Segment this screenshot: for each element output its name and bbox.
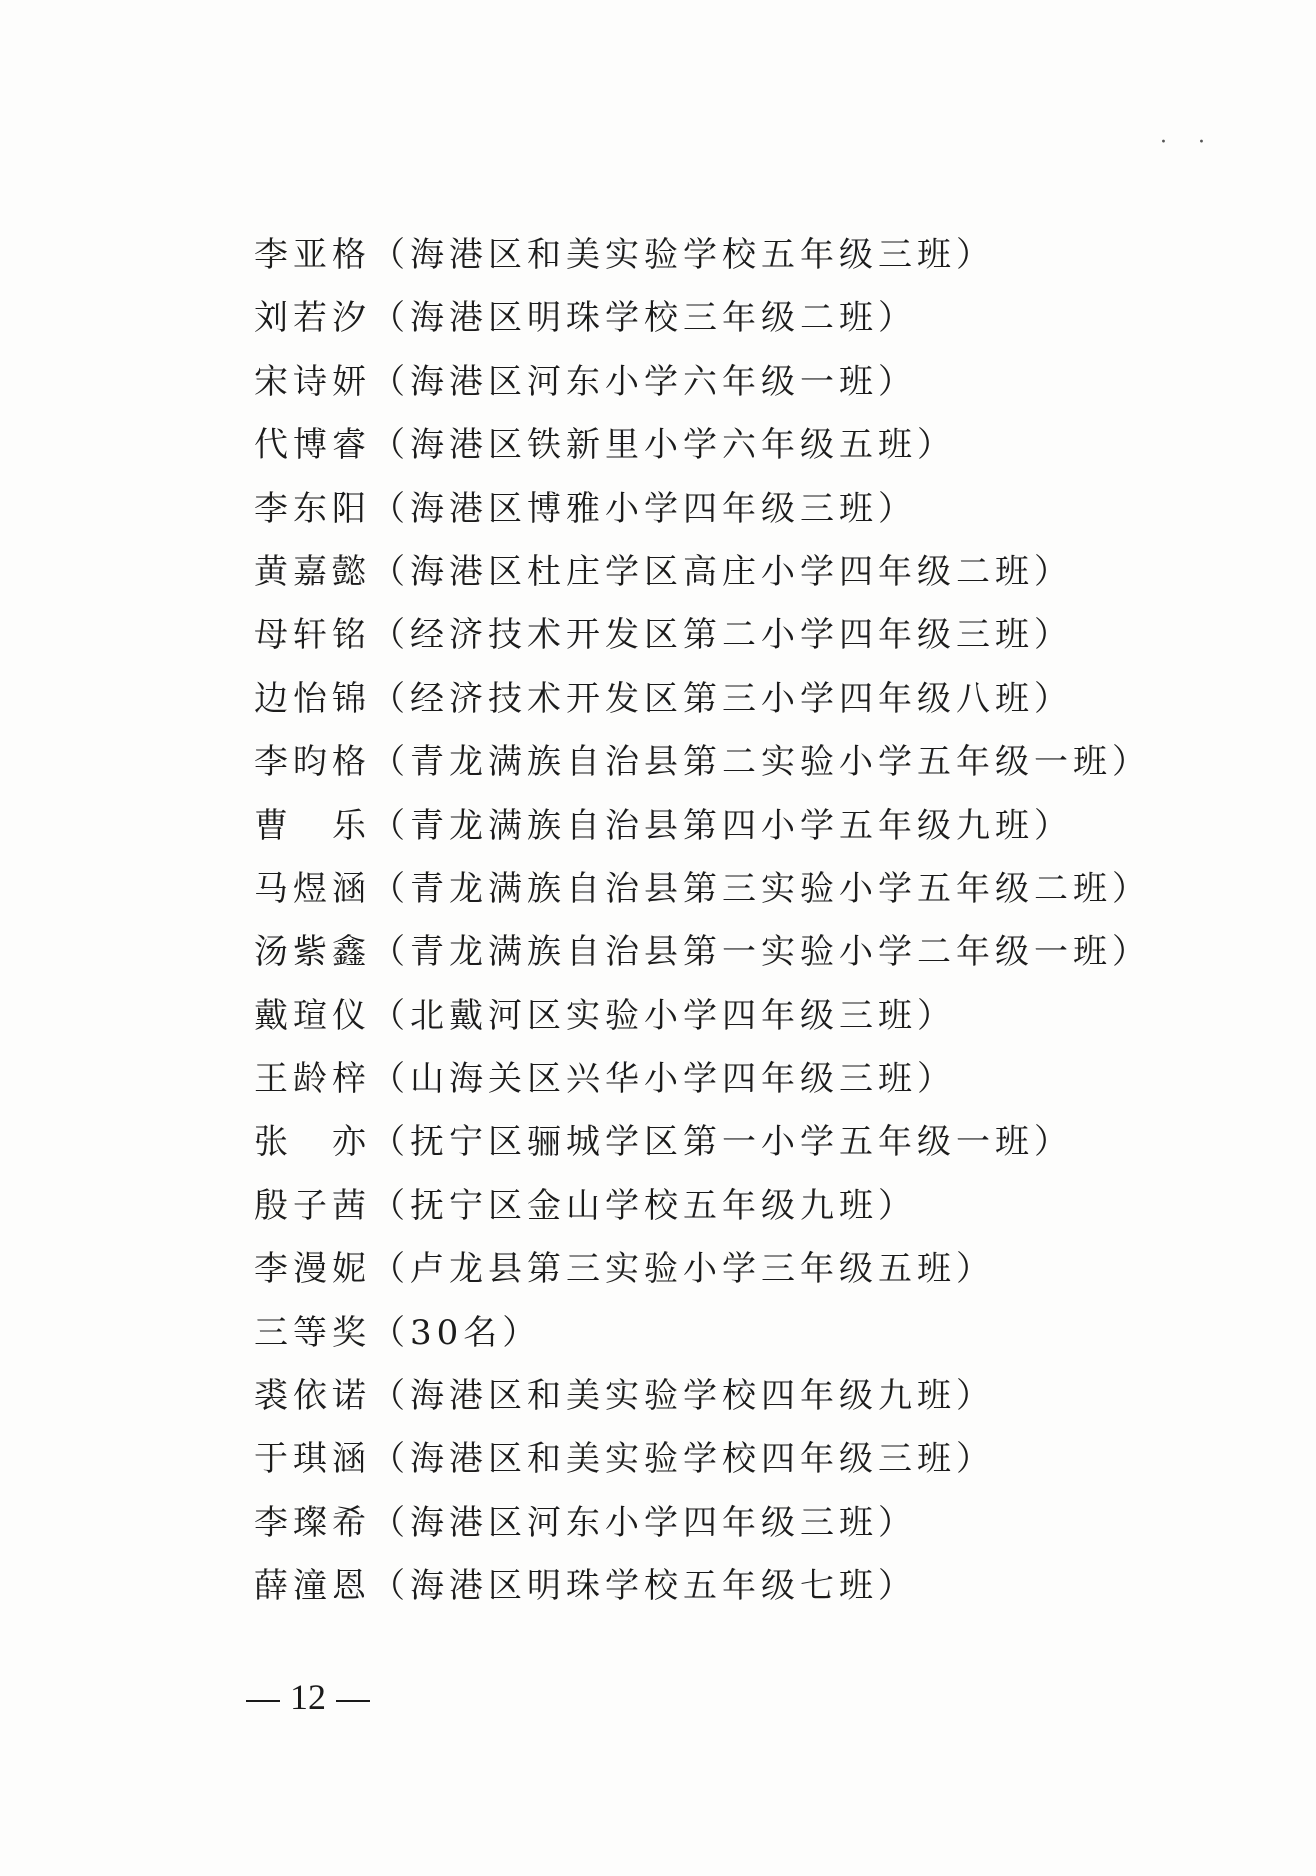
school-class: （海港区明珠学校五年级七班） bbox=[371, 1566, 917, 1607]
school-class: （抚宁区金山学校五年级九班） bbox=[371, 1185, 917, 1226]
student-name: 李漫妮 bbox=[254, 1249, 371, 1290]
student-name: 刘若汐 bbox=[254, 298, 371, 339]
school-class: （海港区杜庄学区高庄小学四年级二班） bbox=[371, 551, 1073, 592]
school-class: （经济技术开发区第三小学四年级八班） bbox=[371, 678, 1073, 719]
student-name: 李璨希 bbox=[254, 1502, 371, 1543]
student-name: 黄嘉懿 bbox=[254, 551, 371, 592]
section-heading bbox=[254, 1302, 1254, 1365]
student-name: 王龄梓 bbox=[254, 1059, 371, 1100]
award-count: （30名） bbox=[371, 1312, 542, 1353]
list-item bbox=[254, 1365, 1254, 1428]
student-name: 代博睿 bbox=[254, 425, 371, 466]
student-name: 裘依诺 bbox=[254, 1376, 371, 1417]
school-class: （青龙满族自治县第二实验小学五年级一班） bbox=[371, 742, 1151, 783]
list-item bbox=[254, 478, 1254, 541]
school-class: （北戴河区实验小学四年级三班） bbox=[371, 995, 956, 1036]
list-item bbox=[254, 1555, 1254, 1618]
school-class: （经济技术开发区第二小学四年级三班） bbox=[371, 615, 1073, 656]
school-class: （海港区博雅小学四年级三班） bbox=[371, 488, 917, 529]
student-name: 李东阳 bbox=[254, 488, 371, 529]
list-item bbox=[254, 985, 1254, 1048]
school-class: （卢龙县第三实验小学三年级五班） bbox=[371, 1249, 995, 1290]
student-name: 张 亦 bbox=[254, 1122, 371, 1163]
student-name: 边怡锦 bbox=[254, 678, 371, 719]
school-class: （青龙满族自治县第四小学五年级九班） bbox=[371, 805, 1073, 846]
list-item bbox=[254, 541, 1254, 604]
school-class: （海港区铁新里小学六年级五班） bbox=[371, 425, 956, 466]
student-name: 母轩铭 bbox=[254, 615, 371, 656]
list-item bbox=[254, 1492, 1254, 1555]
award-tier-label: 三等奖 bbox=[254, 1312, 371, 1353]
list-item bbox=[254, 1048, 1254, 1111]
list-item bbox=[254, 1428, 1254, 1491]
scan-marks: · · bbox=[1160, 130, 1217, 155]
student-name: 汤紫鑫 bbox=[254, 932, 371, 973]
school-class: （海港区河东小学六年级一班） bbox=[371, 361, 917, 402]
page-number: 12 bbox=[290, 1677, 326, 1717]
dash-right bbox=[336, 1700, 370, 1702]
student-name: 李亚格 bbox=[254, 235, 371, 275]
list-item bbox=[254, 795, 1254, 858]
student-name: 戴瑄仪 bbox=[254, 995, 371, 1036]
list-item bbox=[254, 858, 1254, 921]
list-item bbox=[254, 1111, 1254, 1174]
student-name: 马煜涵 bbox=[254, 868, 371, 909]
list-item bbox=[254, 731, 1254, 794]
student-name: 薛潼恩 bbox=[254, 1566, 371, 1607]
student-name: 殷子茜 bbox=[254, 1185, 371, 1226]
school-class: （海港区明珠学校三年级二班） bbox=[371, 298, 917, 339]
school-class: （青龙满族自治县第一实验小学二年级一班） bbox=[371, 932, 1151, 973]
award-list bbox=[254, 224, 1254, 1619]
school-class: （海港区和美实验学校四年级三班） bbox=[371, 1439, 995, 1480]
list-item bbox=[254, 668, 1254, 731]
student-name: 李昀格 bbox=[254, 742, 371, 783]
student-name: 宋诗妍 bbox=[254, 361, 371, 402]
list-item bbox=[254, 224, 1254, 287]
school-class: （青龙满族自治县第三实验小学五年级二班） bbox=[371, 868, 1151, 909]
list-item bbox=[254, 604, 1254, 667]
student-name: 曹 乐 bbox=[254, 805, 371, 846]
page-footer bbox=[236, 1676, 380, 1718]
list-item bbox=[254, 351, 1254, 414]
dash-left bbox=[246, 1700, 280, 1702]
list-item bbox=[254, 414, 1254, 477]
list-item bbox=[254, 1238, 1254, 1301]
list-item bbox=[254, 1175, 1254, 1238]
school-class: （海港区和美实验学校四年级九班） bbox=[371, 1376, 995, 1417]
list-item bbox=[254, 287, 1254, 350]
school-class: （山海关区兴华小学四年级三班） bbox=[371, 1059, 956, 1100]
list-item bbox=[254, 921, 1254, 984]
school-class: （海港区河东小学四年级三班） bbox=[371, 1502, 917, 1543]
school-class: （抚宁区骊城学区第一小学五年级一班） bbox=[371, 1122, 1073, 1163]
student-name: 于琪涵 bbox=[254, 1439, 371, 1480]
school-class: （海港区和美实验学校五年级三班） bbox=[371, 235, 995, 275]
